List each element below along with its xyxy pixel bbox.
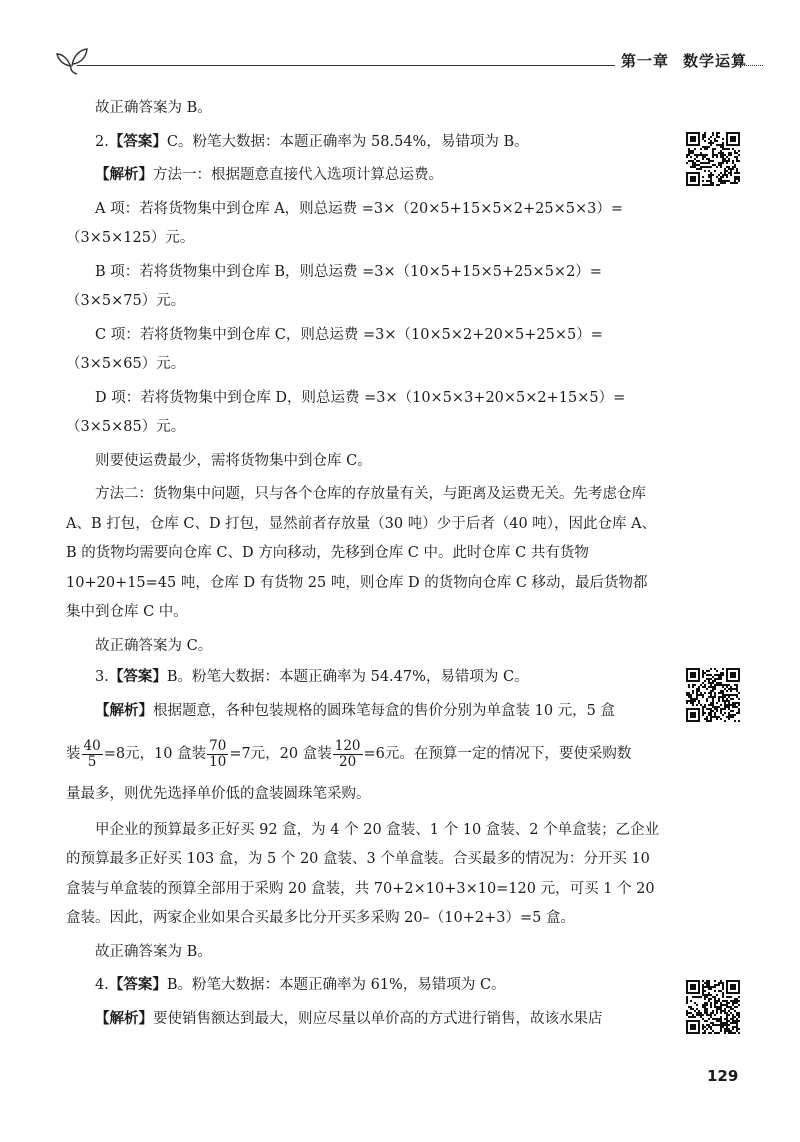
method-2: 方法二：货物集中问题，只与各个仓库的存放量有关，与距离及运费无关。先考虑仓库 A、B 打包，仓库 C、D 打包，显然前者存放量（30 吨）少于后者（40 吨），因此仓库 A、B 的货物均需要向仓库 C、D 方向移动，先移到仓库 C 中。此时仓库 C 共有货物 10+20+15=45 吨，仓库 D 有货物 25 吨，则仓库 D 的货物向仓库 C 移动，最后货物都集中到仓库 C 中。 <box>66 486 657 620</box>
analysis-tag: 【解析】 <box>95 1010 153 1027</box>
qr-code-graphic <box>686 132 740 186</box>
header-rule <box>77 65 649 66</box>
denominator: 5 <box>87 753 97 770</box>
conclusion-2: 则要使运费最少，需将货物集中到仓库 C。 <box>95 452 372 469</box>
fraction-line <box>66 728 662 780</box>
option-b: B 项：若将货物集中到仓库 B，则总运费 =3×（10×5+15×5+25×5×2）=（3×5×75）元。 <box>66 263 602 309</box>
chapter-title <box>615 50 753 71</box>
option-c: C 项：若将货物集中到仓库 C，则总运费 =3×（10×5×2+20×5+25×5）=（3×5×65）元。 <box>66 326 603 372</box>
final-answer-3: 故正确答案为 B。 <box>95 943 212 960</box>
analysis-3-cont: 量最多，则优先选择单价低的盒装圆珠笔采购。 <box>66 786 371 802</box>
fraction-40-5 <box>82 739 103 768</box>
page-number: 129 <box>707 1067 739 1085</box>
text: 方法一：根据题意直接代入选项计算总运费。 <box>153 167 443 183</box>
numerator: 40 <box>83 738 101 755</box>
question-number: 3. <box>95 669 109 685</box>
sprout-icon <box>55 42 91 76</box>
paragraph-3: 甲企业的预算最多正好买 92 盒，为 4 个 20 盒装、1 个 10 盒装、2 个单盒装；乙企业的预算最多正好买 103 盒，为 5 个 20 盒装、3 个单盒装。合买最多的情况为：分开买 10 盒装与单盒装的预算全部用于采购 20 盒装，共 70+2×10+3×10=120 元，可买 1 个 20 盒装。因此，两家企业如果合买最多比分开买多采购 20–（10+2+3）=5 盒。 <box>66 821 660 926</box>
header-dotted-rule <box>735 65 763 66</box>
qr-code-icon[interactable] <box>686 132 740 186</box>
analysis-2 <box>66 161 662 191</box>
chapter-name: 数学运算 <box>683 52 748 70</box>
answer-tag: 【答案】 <box>108 977 167 993</box>
text: 根据题意，各种包装规格的圆珠笔每盒的售价分别为单盒装 10 元，5 盒 <box>153 702 616 719</box>
numerator: 70 <box>209 738 227 755</box>
qr-code-graphic <box>686 668 740 722</box>
qr-code-icon[interactable] <box>686 980 740 1034</box>
question-number: 2. <box>95 133 109 150</box>
text: 要使销售额达到最大，则应尽量以单价高的方式进行销售，故该水果店 <box>153 1010 603 1027</box>
analysis-tag: 【解析】 <box>95 167 153 183</box>
answer-4 <box>66 971 662 1001</box>
option-d: D 项：若将货物集中到仓库 D，则总运费 =3×（10×5×3+20×5×2+15×5）=（3×5×85）元。 <box>66 389 626 435</box>
text: 装 <box>66 746 81 762</box>
text: =7元，20 盒装 <box>229 746 332 762</box>
denominator: 10 <box>209 753 227 770</box>
text: B。粉笔大数据：本题正确率为 61%，易错项为 C。 <box>166 977 506 993</box>
running-header <box>55 42 755 82</box>
text: 故正确答案为 B。 <box>95 100 212 116</box>
final-answer-2: 故正确答案为 C。 <box>95 637 213 654</box>
answer-2 <box>66 128 662 158</box>
qr-code-icon[interactable] <box>686 668 740 722</box>
answer-3 <box>66 663 662 693</box>
text: =6元。在预算一定的情况下，要使采购数 <box>363 746 632 762</box>
analysis-4 <box>66 1005 662 1035</box>
page-body <box>66 92 662 1034</box>
question-number: 4. <box>95 977 109 993</box>
chapter-label: 第一章 <box>621 52 670 70</box>
analysis-tag: 【解析】 <box>95 702 153 719</box>
fraction-120-20 <box>333 739 363 768</box>
qr-code-graphic <box>686 980 740 1034</box>
numerator: 120 <box>334 738 361 755</box>
fraction-70-10 <box>207 739 228 768</box>
answer-tag: 【答案】 <box>108 133 167 150</box>
option-a: A 项：若将货物集中到仓库 A，则总运费 =3×（20×5+15×5×2+25×5×3）=（3×5×125）元。 <box>66 200 623 246</box>
text: =8元，10 盒装 <box>103 746 207 762</box>
analysis-3 <box>66 697 662 727</box>
text: C。粉笔大数据：本题正确率为 58.54%，易错项为 B。 <box>166 133 529 150</box>
answer-tag: 【答案】 <box>108 669 167 685</box>
text: B。粉笔大数据：本题正确率为 54.47%，易错项为 C。 <box>166 669 529 685</box>
paragraph <box>66 94 662 124</box>
denominator: 20 <box>339 753 357 770</box>
